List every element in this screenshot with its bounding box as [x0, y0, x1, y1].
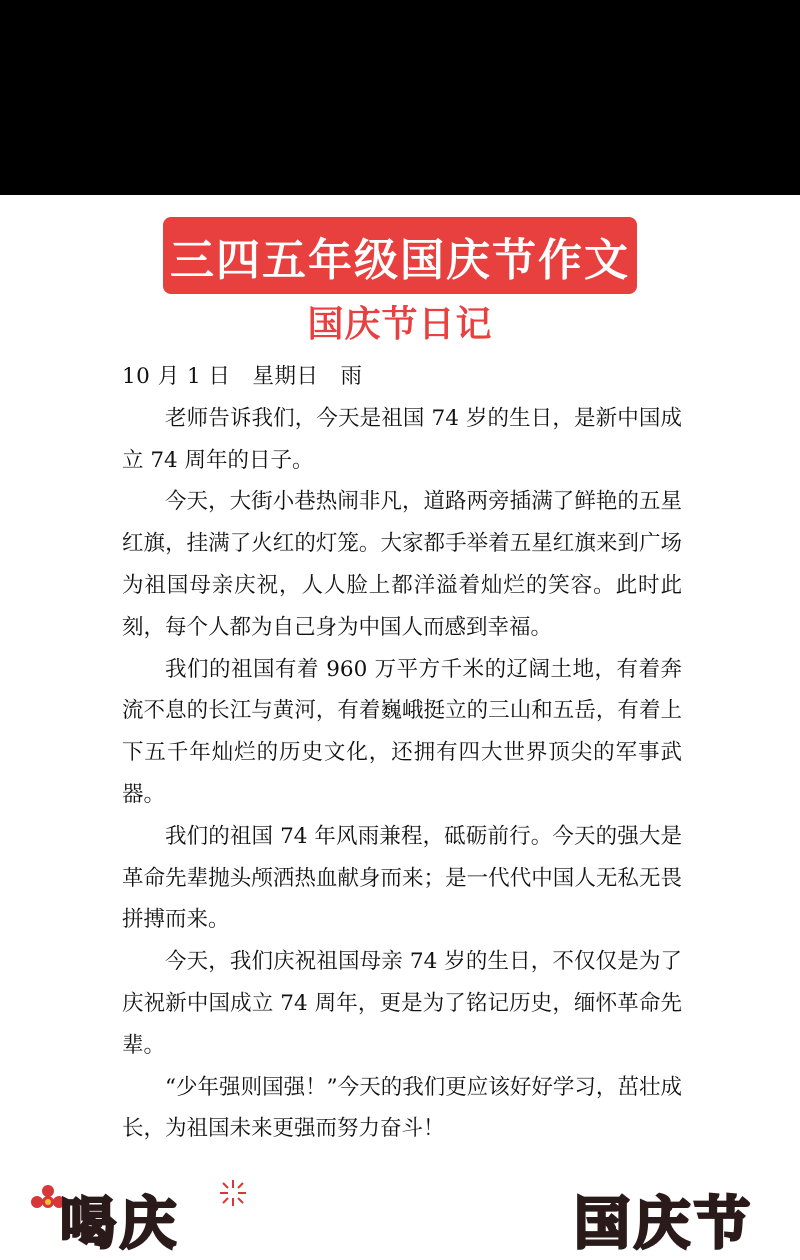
firework-icon: [218, 1178, 248, 1208]
top-black-bar: [0, 0, 800, 195]
title-banner: [163, 217, 637, 294]
decoration-left-text: 喝庆: [60, 1192, 180, 1257]
essay-paragraph-2: 今天，大街小巷热闹非凡，道路两旁插满了鲜艳的五星红旗，挂满了火红的灯笼。大家都手举着五星红旗来到广场为祖国母亲庆祝，人人脸上都洋溢着灿烂的笑容。此时此刻，每个人都为自己身为中国人而感到幸福。: [122, 489, 682, 640]
essay-paragraph-1: 老师告诉我们，今天是祖国 74 岁的生日，是新中国成立 74 周年的日子。: [122, 405, 682, 473]
essay-subtitle: 国庆节日记: [307, 304, 493, 345]
decoration-right-text: 国庆节: [574, 1192, 754, 1257]
essay-paragraph-6: “少年强则国强！”今天的我们更应该好好学习，茁壮成长，为祖国未来更强而努力奋斗！: [122, 1074, 682, 1142]
page-title: 三四五年级国庆节作文: [170, 234, 630, 286]
essay-paragraph-4: 我们的祖国 74 年风雨兼程，砥砺前行。今天的强大是革命先辈抛头颅洒热血献身而来；是一代代中国人无私无畏拼搏而来。: [122, 823, 682, 933]
decoration-left: [20, 1176, 260, 1257]
essay-body: [122, 356, 682, 1150]
essay-paragraph-3: 我们的祖国有着 960 万平方千米的辽阔土地，有着奔流不息的长江与黄河，有着巍峨挺立的三山和五岳，有着上下五千年灿烂的历史文化，还拥有四大世界顶尖的军事武器。: [122, 656, 682, 807]
essay-paragraph-5: 今天，我们庆祝祖国母亲 74 岁的生日，不仅仅是为了庆祝新中国成立 74 周年，更是为了铭记历史，缅怀革命先辈。: [122, 949, 682, 1058]
essay-dateline: 10 月 1 日 星期日 雨: [122, 364, 363, 389]
decoration-right: [560, 1176, 800, 1257]
